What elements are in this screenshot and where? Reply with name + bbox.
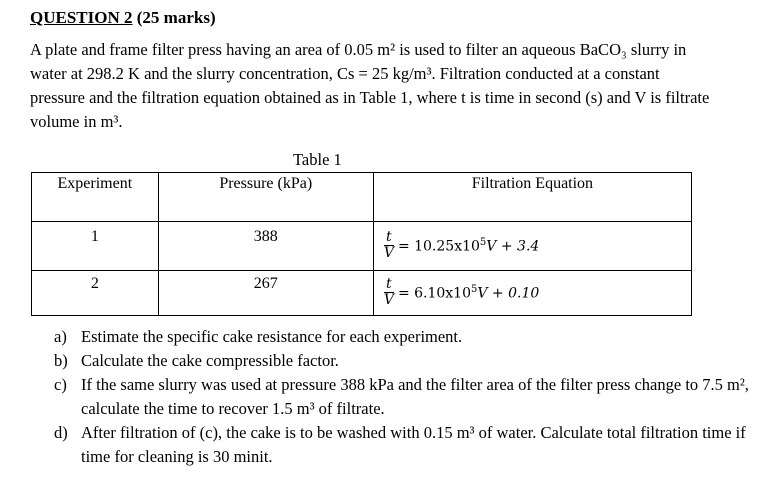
fraction-denominator: V [383,245,394,261]
statement-line: pressure and the filtration equation obtained as in Table 1, where t is time in second (s) and V is filtrate [30,88,710,107]
header-pressure: Pressure (kPa) [158,173,373,222]
table-row [32,222,692,271]
filtration-equation [384,230,540,261]
table-caption: Table 1 [293,150,342,169]
list-item [54,349,754,373]
equation-exponent: 5 [479,236,487,248]
cell-experiment: 1 [32,222,159,271]
fraction-denominator: V [383,292,394,308]
question-heading [30,8,216,28]
fraction-t-over-v [384,277,394,308]
table-row [32,271,692,316]
list-item [54,325,754,349]
header-equation: Filtration Equation [373,173,691,222]
fraction-numerator: t [386,276,392,292]
equation-remainder: V + 3.4 [486,238,540,255]
item-label: c) [54,375,67,394]
cell-equation [373,271,691,316]
item-text: Estimate the specific cake resistance for each experiment. [81,327,463,346]
item-text: Calculate the cake compressible factor. [81,351,339,370]
item-label: a) [54,327,67,346]
table-header-row [32,173,692,222]
statement-line: volume in m³. [30,112,123,131]
problem-statement [30,38,750,134]
filtration-table [31,172,692,316]
equation-coefficient: = 10.25x10 [397,238,480,255]
equation-exponent: 5 [471,283,478,295]
cell-equation [373,222,691,271]
item-text: After filtration of (c), the cake is to be washed with 0.15 m³ of water. Calculate total filtration time if time for cleaning is 30 minit. [81,423,746,466]
sub-questions [54,325,754,469]
item-label: b) [54,351,68,370]
fraction-t-over-v [384,230,394,261]
filtration-equation [384,277,539,308]
cell-pressure: 388 [158,222,373,271]
equation-remainder: V + 0.10 [477,285,540,302]
item-text: If the same slurry was used at pressure 388 kPa and the filter area of the filter press change to 7.5 m², calculate the time to recover 1.5 m³ of filtrate. [81,375,749,418]
question-number: QUESTION 2 [30,8,133,27]
equation-coefficient: = 6.10x10 [397,285,471,302]
equation-rhs [398,284,539,302]
cell-experiment: 2 [32,271,159,316]
header-experiment: Experiment [32,173,159,222]
equation-rhs [398,237,539,255]
cell-pressure: 267 [158,271,373,316]
statement-line: A plate and frame filter press having an area of 0.05 m² is used to filter an aqueous BaCO₃ slurry in [30,40,687,59]
question-marks: (25 marks) [136,8,216,27]
fraction-numerator: t [386,229,392,245]
list-item [54,421,754,469]
statement-line: water at 298.2 K and the slurry concentration, Cs = 25 kg/m³. Filtration conducted at a constant [30,64,660,83]
item-label: d) [54,423,68,442]
list-item [54,373,754,421]
